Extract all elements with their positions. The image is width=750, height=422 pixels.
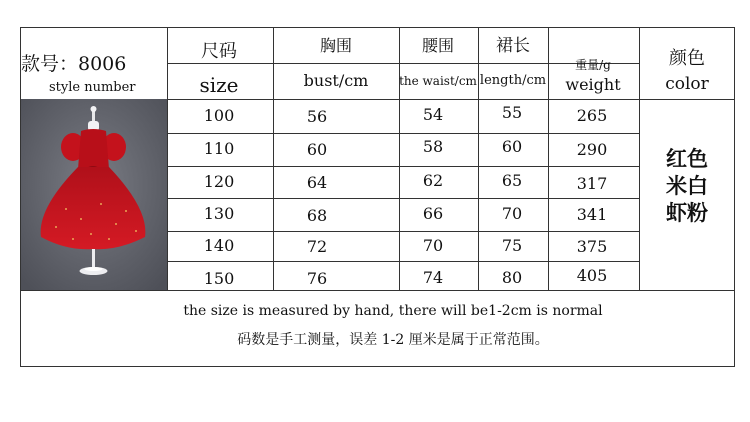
col-line <box>273 28 274 290</box>
row-line <box>167 231 639 232</box>
color-header-cn: 颜色 <box>669 48 705 69</box>
col-line <box>399 28 400 290</box>
weight-cell: 341 <box>576 205 608 224</box>
length-header-cn: 裙长 <box>496 36 530 56</box>
col-line <box>548 28 549 290</box>
length-cell: 55 <box>501 103 523 122</box>
waist-header-cn: 腰围 <box>421 36 455 55</box>
size-cell: 150 <box>203 269 235 288</box>
size-chart-table <box>20 27 735 367</box>
weight-cell: 375 <box>576 237 608 256</box>
bust-cell: 60 <box>306 140 328 159</box>
row-line <box>167 198 639 199</box>
bust-cell: 64 <box>306 173 328 192</box>
waist-cell: 54 <box>422 105 444 124</box>
note-en: the size is measured by hand, there will be1-2cm is normal <box>183 303 603 319</box>
col-line <box>167 28 168 290</box>
header-split-line <box>167 63 639 64</box>
style-number-label-en: style number <box>49 80 136 95</box>
size-header-cn: 尺码 <box>201 41 237 62</box>
bust-cell: 72 <box>306 237 328 256</box>
style-number-label: 款号：8006 <box>21 53 127 75</box>
bust-cell: 76 <box>306 269 328 288</box>
note-cn: 码数是手工测量，误差 1-2 厘米是属于正常范围。 <box>237 332 549 348</box>
dress-on-mannequin-image <box>21 99 167 290</box>
weight-header-cn: 重量/g <box>575 58 611 72</box>
size-cell: 110 <box>203 139 235 158</box>
row-line <box>167 261 639 262</box>
weight-cell: 317 <box>576 174 608 193</box>
waist-cell: 74 <box>422 268 444 287</box>
row-line <box>167 166 639 167</box>
waist-cell: 62 <box>422 171 444 190</box>
length-cell: 60 <box>501 137 523 156</box>
bust-cell: 68 <box>306 206 328 225</box>
bust-header-en: bust/cm <box>303 71 369 90</box>
product-photo <box>21 99 167 290</box>
weight-header-en: weight <box>565 75 621 94</box>
size-cell: 120 <box>203 172 235 191</box>
size-header-en: size <box>199 73 239 97</box>
col-line <box>478 28 479 290</box>
color-option: 米白 <box>666 173 708 198</box>
col-line <box>639 28 640 290</box>
length-cell: 80 <box>501 268 523 287</box>
color-option: 虾粉 <box>666 200 708 225</box>
length-cell: 70 <box>501 204 523 223</box>
weight-cell: 265 <box>576 106 608 125</box>
bust-cell: 56 <box>306 107 328 126</box>
length-header-en: length/cm <box>479 73 547 88</box>
size-cell: 140 <box>203 236 235 255</box>
size-cell: 100 <box>203 106 235 125</box>
color-option: 红色 <box>666 146 708 171</box>
waist-cell: 66 <box>422 204 444 223</box>
weight-cell: 290 <box>576 140 608 159</box>
notes-top-line <box>21 290 735 291</box>
waist-header-en: the waist/cm <box>399 74 477 88</box>
length-cell: 65 <box>501 171 523 190</box>
waist-cell: 58 <box>422 137 444 156</box>
waist-cell: 70 <box>422 236 444 255</box>
length-cell: 75 <box>501 236 523 255</box>
weight-cell: 405 <box>576 266 608 285</box>
row-line <box>167 133 639 134</box>
bust-header-cn: 胸围 <box>319 36 353 55</box>
color-header-en: color <box>665 74 709 94</box>
size-cell: 130 <box>203 204 235 223</box>
